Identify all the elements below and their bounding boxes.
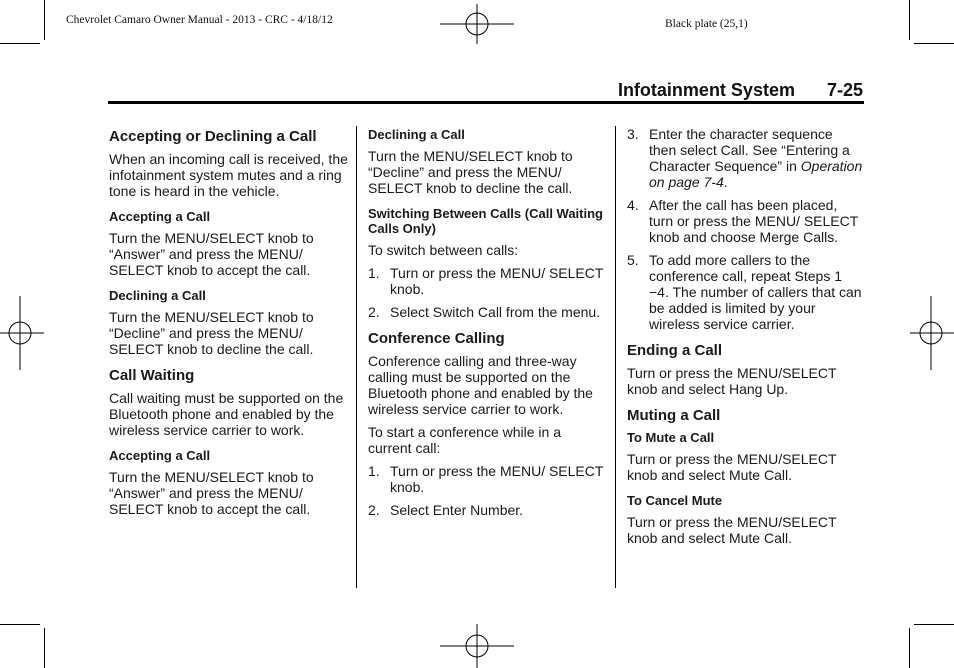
paragraph: Turn or press the MENU/SELECT knob and select Hang Up.: [627, 365, 837, 397]
page-number: 7-25: [826, 80, 863, 100]
list-text: Select Enter Number.: [390, 502, 524, 518]
heading-declining-call: Declining a Call: [109, 288, 206, 303]
step-text: Enter the character sequence then select Call. See “Entering a Character Sequence” in: [649, 126, 850, 174]
column-1: [109, 126, 349, 524]
heading-ending-call: Ending a Call: [627, 342, 723, 359]
column-3: [627, 126, 863, 553]
section-title: [618, 80, 863, 101]
crop-mark: [909, 628, 910, 668]
paragraph: Turn the MENU/SELECT knob to “Decline” and press the MENU/ SELECT knob to decline the call.: [368, 148, 573, 196]
registration-mark-left: [0, 296, 44, 370]
list-number: 1.: [368, 265, 380, 281]
heading-accepting-call: Accepting a Call: [109, 209, 211, 224]
list-text: To add more callers to the conference call, repeat Steps 1 −4. The number of callers that can be added is limited by your wireless service carrier.: [649, 252, 862, 332]
heading-accepting-call: Accepting a Call: [109, 448, 211, 463]
heading-call-waiting: Call Waiting: [109, 367, 195, 384]
list-item: [627, 197, 863, 245]
list-item: [368, 304, 606, 320]
list-text: Turn or press the MENU/ SELECT knob.: [390, 463, 604, 495]
paragraph: Conference calling and three-way calling must be supported on the Bluetooth phone and enabled by the wireless service carrier to work.: [368, 353, 593, 417]
print-header-right: Black plate (25,1): [665, 18, 748, 30]
column-divider: [615, 126, 616, 588]
step-text-end: .: [723, 174, 728, 190]
cross-reference-link[interactable]: Operation on page 7-4: [649, 158, 863, 190]
list-number: 1.: [368, 463, 380, 479]
paragraph: Turn or press the MENU/SELECT knob and select Mute Call.: [627, 514, 837, 546]
list-text: [649, 126, 863, 190]
heading-accept-decline: Accepting or Declining a Call: [109, 128, 317, 145]
list-item: [368, 265, 606, 297]
list-number: 4.: [627, 197, 639, 213]
paragraph: When an incoming call is received, the infotainment system mutes and a ring tone is heard in the vehicle.: [109, 151, 348, 199]
heading-to-mute: To Mute a Call: [627, 430, 715, 445]
crop-mark: [44, 628, 45, 668]
crop-mark: [0, 624, 40, 625]
list-item: [368, 463, 606, 495]
section-rule: [108, 101, 864, 104]
heading-conference-calling: Conference Calling: [368, 330, 505, 347]
crop-mark: [909, 0, 910, 40]
list-number: 5.: [627, 252, 639, 268]
crop-mark: [914, 624, 954, 625]
paragraph: To start a conference while in a current call:: [368, 424, 561, 456]
list-text: After the call has been placed, turn or press the MENU/ SELECT knob and choose Merge Calls.: [649, 197, 859, 245]
crop-mark: [44, 0, 45, 40]
paragraph: Turn the MENU/SELECT knob to “Answer” and press the MENU/ SELECT knob to accept the call.: [109, 469, 314, 517]
list-number: 2.: [368, 502, 380, 518]
registration-mark-bottom: [440, 624, 514, 668]
list-text: Turn or press the MENU/ SELECT knob.: [390, 265, 604, 297]
list-text: Select Switch Call from the menu.: [390, 304, 601, 320]
registration-mark-top: [440, 4, 514, 44]
heading-switching-calls: Switching Between Calls (Call Waiting Calls Only): [368, 206, 603, 236]
list-number: 2.: [368, 304, 380, 320]
column-2: [368, 126, 606, 525]
heading-muting-call: Muting a Call: [627, 407, 721, 424]
list-item: [368, 502, 606, 518]
list-item: [627, 126, 863, 190]
list-number: 3.: [627, 126, 639, 142]
paragraph: Turn the MENU/SELECT knob to “Decline” and press the MENU/ SELECT knob to decline the call.: [109, 309, 314, 357]
registration-mark-right: [910, 296, 954, 370]
list-item: [627, 252, 863, 332]
paragraph: Call waiting must be supported on the Bluetooth phone and enabled by the wireless service carrier to work.: [109, 390, 344, 438]
heading-cancel-mute: To Cancel Mute: [627, 493, 723, 508]
crop-mark: [914, 43, 954, 44]
print-header-left: Chevrolet Camaro Owner Manual - 2013 - CRC - 4/18/12: [66, 14, 333, 26]
heading-declining-call: Declining a Call: [368, 127, 465, 142]
paragraph: To switch between calls:: [368, 242, 519, 258]
paragraph: Turn or press the MENU/SELECT knob and select Mute Call.: [627, 451, 837, 483]
column-divider: [356, 126, 357, 588]
crop-mark: [0, 43, 40, 44]
section-name: Infotainment System: [617, 80, 795, 100]
paragraph: Turn the MENU/SELECT knob to “Answer” and press the MENU/ SELECT knob to accept the call.: [109, 230, 314, 278]
